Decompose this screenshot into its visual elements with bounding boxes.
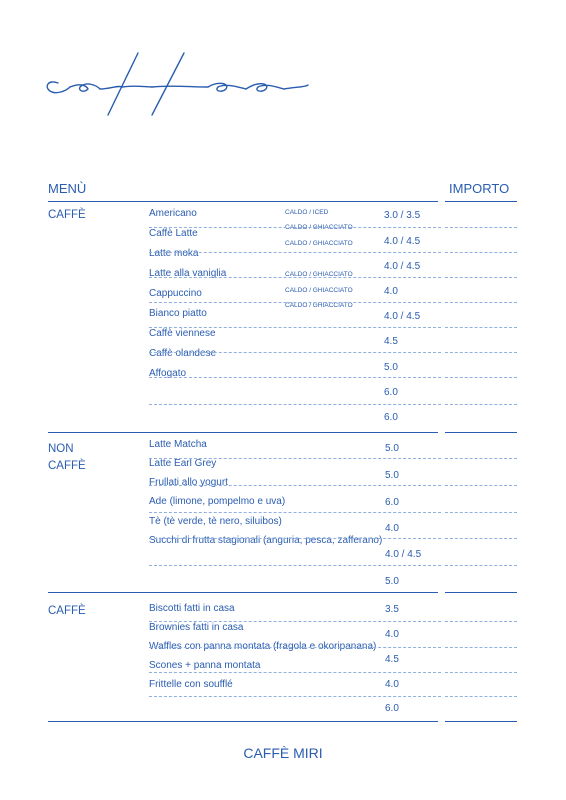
- menu-item-price: 5.0: [384, 362, 398, 373]
- row-divider: [149, 485, 441, 486]
- section-title-coffee: CAFFÈ: [48, 209, 86, 221]
- menu-item-price: 3.5: [385, 604, 399, 615]
- header-divider-left: [48, 201, 438, 202]
- price-divider: [445, 277, 517, 278]
- menu-item-note: CALDO / GHIACCIATO: [285, 302, 353, 309]
- menu-item-note: CALDO / GHIACCIATO: [285, 224, 353, 231]
- menu-item-name: Tè (tè verde, tè nero, siluibos): [149, 516, 282, 527]
- menu-item-name: Caffè olandese: [149, 348, 217, 359]
- row-divider: [149, 404, 441, 405]
- header-divider-right: [445, 201, 517, 202]
- menu-item-note: CALDO / ICED: [285, 209, 329, 216]
- price-divider: [445, 252, 517, 253]
- menu-item-name: Americano: [149, 208, 197, 219]
- menu-item-name: Frullati allo yogurt: [149, 477, 228, 488]
- price-divider: [445, 327, 517, 328]
- section-divider-right: [445, 721, 517, 722]
- price-divider: [445, 404, 517, 405]
- row-divider: [149, 458, 441, 459]
- price-divider: [445, 485, 517, 486]
- menu-item-price: 3.0 / 3.5: [384, 210, 421, 221]
- menu-item-name: Affogato: [149, 368, 187, 379]
- price-header-label: IMPORTO: [449, 181, 510, 196]
- price-divider: [445, 458, 517, 459]
- price-divider: [445, 512, 517, 513]
- menu-item-name: Frittelle con soufflé: [149, 679, 233, 690]
- price-divider: [445, 647, 517, 648]
- menu-item-name: Caffè viennese: [149, 328, 216, 339]
- menu-item-price: 4.0: [385, 629, 399, 640]
- row-divider: [149, 538, 441, 539]
- menu-item-name: Latte moka: [149, 248, 199, 259]
- row-divider: [149, 227, 441, 228]
- menu-item-price: 4.0: [385, 523, 399, 534]
- menu-item-price: 4.5: [385, 654, 399, 665]
- menu-item-name: Scones + panna montata: [149, 660, 261, 671]
- menu-item-note: CALDO / GHIACCIATO: [285, 240, 353, 247]
- menu-item-price: 4.0 / 4.5: [384, 261, 421, 272]
- menu-item-price: 4.0 / 4.5: [385, 549, 422, 560]
- row-divider: [149, 696, 441, 697]
- price-divider: [445, 672, 517, 673]
- menu-header-label: MENÙ: [48, 181, 87, 196]
- menu-item-name: Latte alla vaniglia: [149, 268, 227, 279]
- section-divider-right: [445, 592, 517, 593]
- menu-item-note: CALDO / GHIACCIATO: [285, 271, 353, 278]
- section-title-bakery: CAFFÈ: [48, 605, 86, 617]
- price-divider: [445, 227, 517, 228]
- menu-item-price: 4.0: [384, 286, 398, 297]
- menu-item-name: Latte Matcha: [149, 439, 207, 450]
- section-divider-left: [48, 432, 438, 433]
- menu-item-name: Brownies fatti in casa: [149, 622, 244, 633]
- menu-item-name: Caffè Latte: [149, 228, 198, 239]
- row-divider: [149, 565, 441, 566]
- menu-item-price: 4.0: [385, 679, 399, 690]
- row-divider: [149, 621, 441, 622]
- row-divider: [149, 377, 441, 378]
- row-divider: [149, 302, 441, 303]
- row-divider: [149, 647, 441, 648]
- section-divider-left: [48, 721, 438, 722]
- row-divider: [149, 277, 441, 278]
- menu-item-price: 5.0: [385, 470, 399, 481]
- row-divider: [149, 252, 441, 253]
- row-divider: [149, 672, 441, 673]
- price-divider: [445, 352, 517, 353]
- menu-item-name: Bianco piatto: [149, 308, 207, 319]
- menu-item-price: 4.0 / 4.5: [384, 311, 421, 322]
- menu-item-note: CALDO / GHIACCIATO: [285, 287, 353, 294]
- coffee-script-logo: [40, 45, 320, 125]
- price-divider: [445, 377, 517, 378]
- menu-item-price: 5.0: [385, 443, 399, 454]
- menu-item-price: 6.0: [384, 412, 398, 423]
- row-divider: [149, 327, 441, 328]
- menu-item-name: Succhi di frutta stagionali (anguria, pesca, zafferano): [149, 535, 383, 546]
- row-divider: [149, 352, 441, 353]
- menu-item-price: 6.0: [385, 497, 399, 508]
- menu-item-name: Ade (limone, pompelmo e uva): [149, 496, 286, 507]
- menu-item-price: 4.0 / 4.5: [384, 236, 421, 247]
- menu-item-name: Latte Earl Grey: [149, 458, 217, 469]
- section-divider-left: [48, 592, 438, 593]
- section-title-non-coffee: NON CAFFÈ: [48, 443, 86, 472]
- section-divider-right: [445, 432, 517, 433]
- menu-item-price: 6.0: [385, 703, 399, 714]
- price-divider: [445, 538, 517, 539]
- price-divider: [445, 621, 517, 622]
- price-divider: [445, 696, 517, 697]
- menu-item-price: 6.0: [384, 387, 398, 398]
- menu-item-price: 5.0: [385, 576, 399, 587]
- menu-item-name: Waffles con panna montata (fragola e okoripanana): [149, 641, 377, 652]
- menu-item-price: 4.5: [384, 336, 398, 347]
- cafe-name-footer: CAFFÈ MIRI: [243, 745, 323, 761]
- menu-item-name: Biscotti fatti in casa: [149, 603, 235, 614]
- price-divider: [445, 302, 517, 303]
- row-divider: [149, 512, 441, 513]
- price-divider: [445, 565, 517, 566]
- menu-item-name: Cappuccino: [149, 288, 202, 299]
